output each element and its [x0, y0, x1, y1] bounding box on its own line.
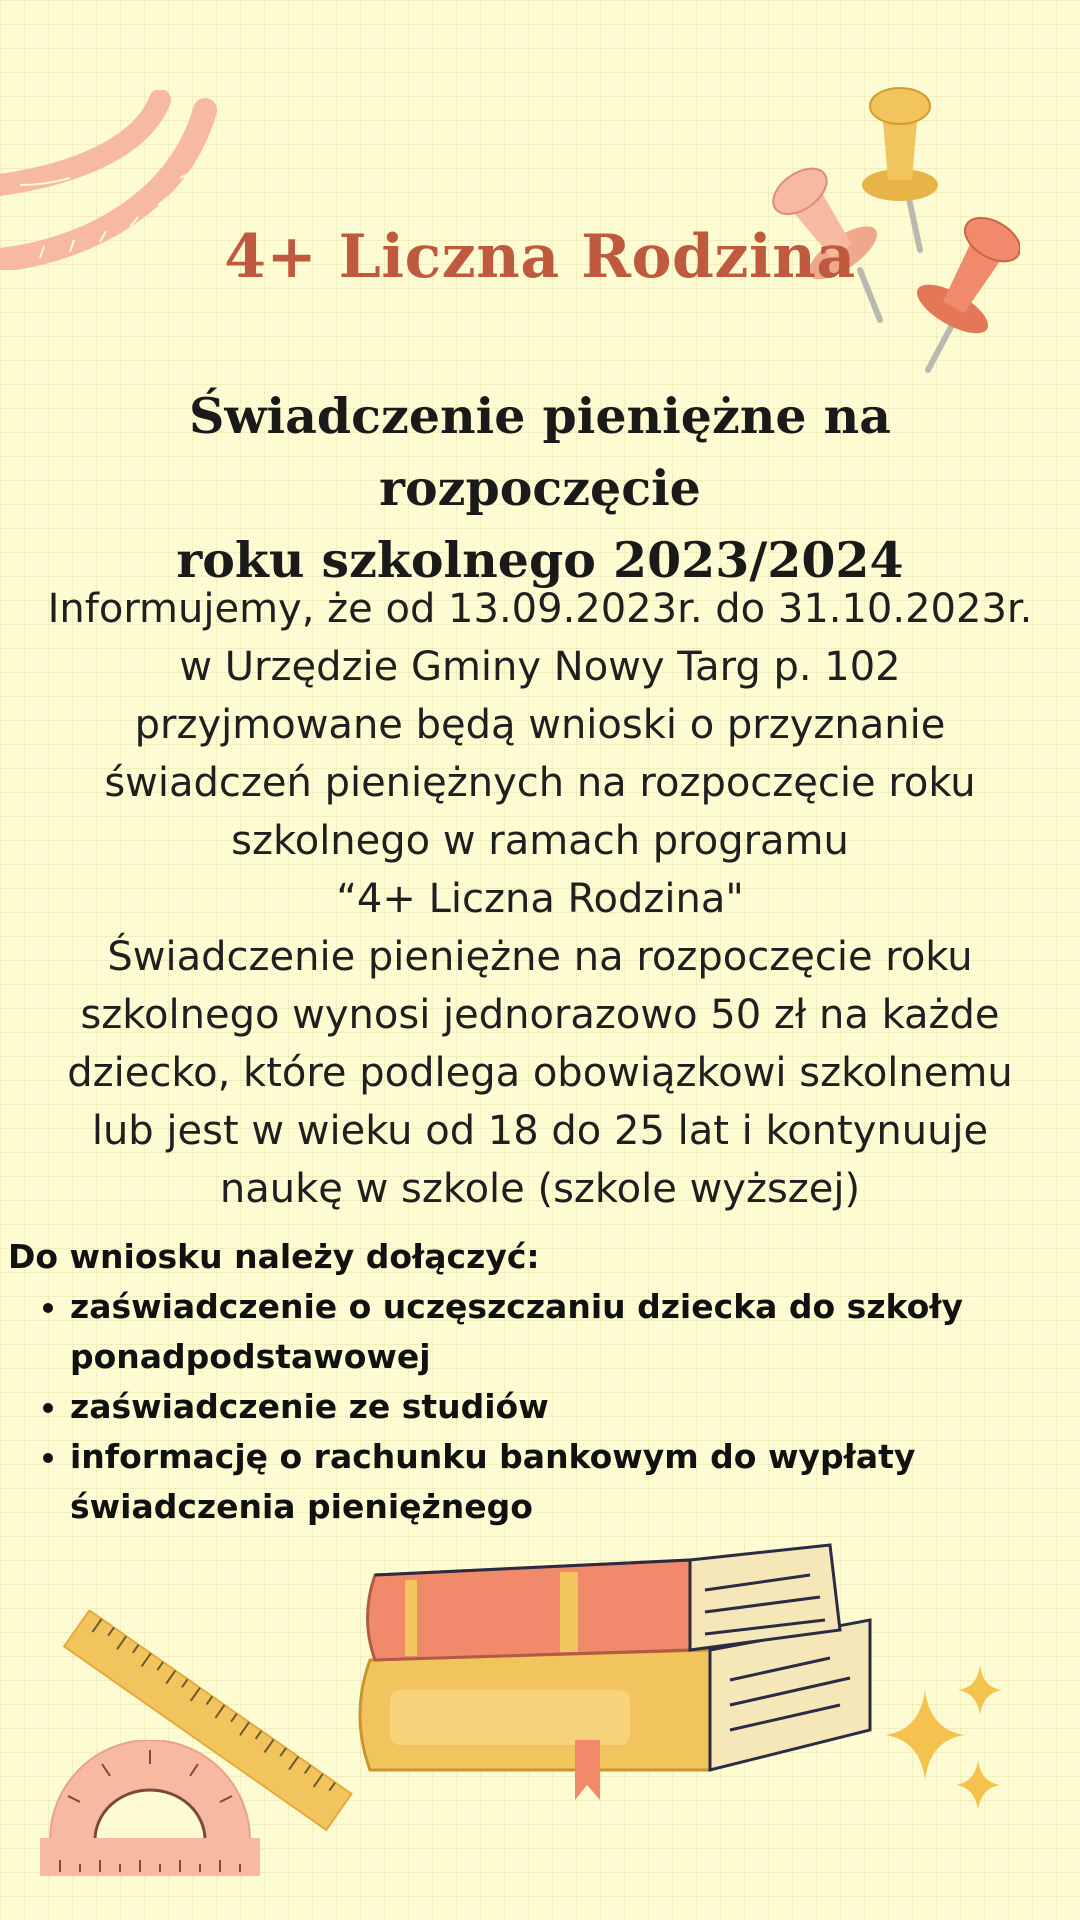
info-line: Informujemy, że od 13.09.2023r. do 31.10.2023r. [47, 586, 1033, 632]
page-title: 4+ Liczna Rodzina [224, 222, 856, 292]
info-line: szkolnego w ramach programu [231, 818, 849, 864]
list-item: • zaświadczenie ze studiów [70, 1382, 1008, 1432]
list-item: • zaświadczenie o uczęszczaniu dziecka do szkoły ponadpodstawowej [70, 1282, 1008, 1382]
info-line: Świadczenie pieniężne na rozpoczęcie roku [107, 934, 973, 980]
attachments-section [8, 1232, 1008, 1532]
info-line: świadczeń pieniężnych na rozpoczęcie roku [104, 760, 976, 806]
info-line: naukę w szkole (szkole wyższej) [219, 1166, 861, 1212]
info-line: w Urzędzie Gminy Nowy Targ p. 102 [179, 644, 901, 690]
subtitle-line: roku szkolnego 2023/2024 [176, 531, 904, 589]
page-subtitle [20, 380, 1060, 596]
subtitle-line: Świadczenie pieniężne na rozpoczęcie [188, 387, 892, 517]
info-paragraph [0, 580, 1080, 1218]
attachments-heading: Do wniosku należy dołączyć: [8, 1237, 540, 1276]
books-icon [350, 1540, 890, 1810]
list-item: • informację o rachunku bankowym do wypłaty świadczenia pieniężnego [70, 1432, 1008, 1532]
info-line: lub jest w wieku od 18 do 25 lat i kontynuuje [91, 1108, 989, 1154]
protractor-icon [40, 1740, 260, 1880]
info-line: szkolnego wynosi jednorazowo 50 zł na każde [80, 992, 1000, 1038]
sparkles-icon [880, 1660, 1020, 1830]
info-line: “4+ Liczna Rodzina" [336, 876, 744, 922]
attachments-list [8, 1282, 1008, 1532]
info-line: dziecko, które podlega obowiązkowi szkolnemu [67, 1050, 1013, 1096]
info-line: przyjmowane będą wnioski o przyznanie [134, 702, 946, 748]
